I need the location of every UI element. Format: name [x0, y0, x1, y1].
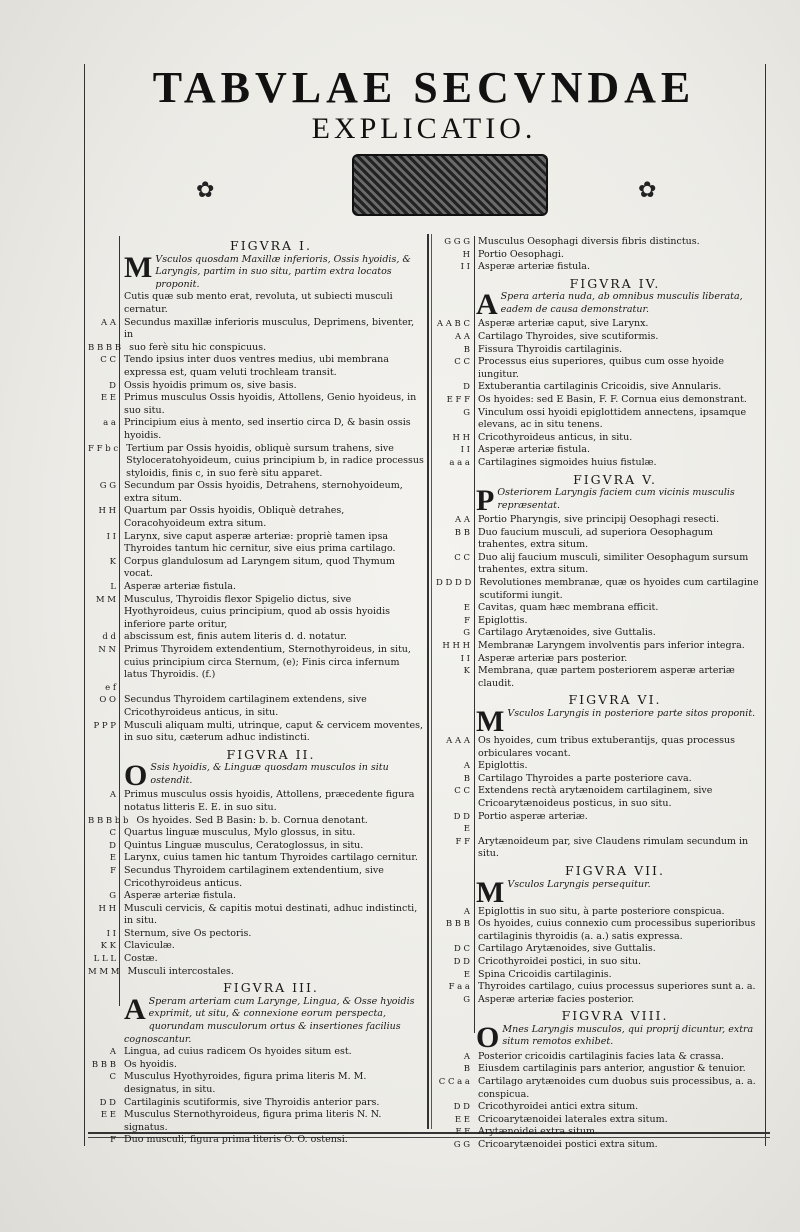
- page-title: TABVLAE SECVNDAE: [152, 63, 696, 112]
- legend-entry: [88, 940, 424, 953]
- entry-text: Asperæ arteriæ facies posterior.: [478, 993, 635, 1005]
- legend-entry: [88, 1097, 424, 1110]
- legend-entry: [436, 1063, 764, 1076]
- entry-label: D D: [99, 1097, 116, 1108]
- entry-label: C C a a: [438, 1077, 470, 1088]
- legend-entry: [436, 981, 764, 994]
- entry-text: Extendens rectà arytænoidem cartilaginem, sive Cricoarytænoideus posticus, in suo situ.: [478, 785, 713, 809]
- entry-text: Sternum, sive Os pectoris.: [124, 927, 252, 939]
- legend-entry: [88, 531, 424, 556]
- legend-entry: [436, 394, 764, 407]
- entry-text: Portio asperæ arteriæ.: [478, 810, 588, 822]
- legend-entry: [88, 594, 424, 632]
- entry-text: Cricoarytænoidei laterales extra situm.: [478, 1113, 668, 1125]
- entry-label: M M: [95, 594, 116, 605]
- entry-label: e f: [105, 682, 116, 693]
- entry-text: Extuberantia cartilaginis Cricoidis, sive Annularis.: [478, 381, 722, 393]
- entry-label: F: [464, 615, 470, 626]
- entry-label: K: [463, 666, 470, 677]
- legend-entry: [436, 969, 764, 982]
- entry-text: Musculus, Thyroidis flexor Spigelio dictus, sive Hyothyroideus, cuius principium, quod ab ossis hyoidis inferiore parte oritur,: [124, 593, 391, 630]
- legend-entry: [436, 665, 764, 690]
- entry-label: B B: [454, 527, 470, 538]
- figure-intro: [436, 288, 764, 322]
- entry-text: Cartilaginis scutiformis, sive Thyroidis anterior pars.: [124, 1096, 380, 1108]
- drop-cap: A: [476, 288, 498, 322]
- legend-entry: [88, 903, 424, 928]
- intro-text: Mnes Laryngis musculos, qui proprij dicuntur, extra situm remotos exhibet.: [502, 1023, 754, 1048]
- entry-label: A: [109, 1047, 116, 1058]
- entry-text: Portio Oesophagi.: [478, 248, 564, 260]
- entry-label: I I: [460, 653, 470, 664]
- entry-label: C C: [454, 786, 470, 797]
- entry-text: Processus eius superiores, quibus cum osse hyoide iungitur.: [478, 356, 724, 380]
- entry-text: Ossis hyoidis primum os, sive basis.: [124, 379, 297, 391]
- entry-text: Cartilago Arytænoides, sive Guttalis.: [478, 627, 656, 639]
- entry-text: Tertium par Ossis hyoidis, obliquè sursum trahens, sive Styloceratohyoideum, cuius principium b, in radice processus styloidis, finis c, in suo ferè situ apparet.: [126, 442, 424, 479]
- legend-entry: [436, 1126, 764, 1139]
- entry-text: Costæ.: [124, 953, 158, 965]
- entry-label: C C: [454, 552, 470, 563]
- entry-text: Asperæ arteriæ pars posterior.: [478, 652, 628, 664]
- entry-label: D D: [453, 811, 470, 822]
- entry-label: A A: [455, 331, 470, 342]
- figure-intro: [436, 484, 764, 518]
- entry-label: F F b c: [88, 443, 119, 454]
- entry-label: G G: [99, 481, 116, 492]
- figure-section: [436, 694, 764, 861]
- entry-text: Eiusdem cartilaginis pars anterior, angustior & tenuior.: [478, 1063, 746, 1075]
- entry-label: F a a: [448, 982, 470, 993]
- figure-section: [88, 982, 424, 1147]
- legend-entry: [436, 344, 764, 357]
- legend-entry: [436, 331, 764, 344]
- entry-label: F F: [455, 836, 470, 847]
- page-subtitle: EXPLICATIO.: [311, 112, 537, 145]
- entry-text: Duo musculi, figura prima literis O. O. ostensi.: [124, 1134, 348, 1146]
- entry-label: G: [463, 407, 470, 418]
- legend-entry: [88, 840, 424, 853]
- entry-text: Musculus Hyothyroides, figura prima literis M. M. designatus, in situ.: [124, 1071, 367, 1095]
- fleuron-right-icon: ✿: [638, 178, 657, 203]
- entry-text: Posterior cricoidis cartilaginis facies lata & crassa.: [478, 1050, 724, 1062]
- legend-entry: [436, 956, 764, 969]
- legend-entry: [88, 505, 424, 530]
- legend-entry: [436, 823, 764, 836]
- legend-entry: [436, 653, 764, 666]
- entry-text: Musculi aliquam multi, utrinque, caput & cervicem moventes, in suo situ, cæterum adhuc indistincti.: [124, 719, 423, 744]
- legend-entry: [436, 356, 764, 381]
- entry-label: H H: [98, 506, 116, 517]
- legend-entry: [436, 943, 764, 956]
- figure-intro: [88, 759, 424, 793]
- legend-entry: [436, 381, 764, 394]
- entry-label: O O: [99, 695, 116, 706]
- entry-label: G G G: [444, 237, 470, 247]
- entry-text: Principium eius à mento, sed insertio circa D, & basin ossis hyoidis.: [124, 417, 411, 441]
- entry-label: H H: [98, 903, 116, 914]
- entry-text: Asperæ arteriæ fistula.: [478, 261, 590, 273]
- entry-label: G G: [453, 1140, 470, 1151]
- legend-entry: [88, 789, 424, 814]
- legend-entry: [436, 527, 764, 552]
- legend-entry: [436, 615, 764, 628]
- figure-section: [436, 471, 764, 691]
- figure-intro: [88, 992, 424, 1046]
- entry-text: Os hyoidis.: [124, 1058, 177, 1070]
- entry-label: G: [463, 628, 470, 639]
- figure-section: [436, 862, 764, 1006]
- entry-label: A A A: [446, 736, 470, 746]
- legend-entry: [436, 236, 764, 249]
- legend-entry: [88, 417, 424, 442]
- entry-label: A A: [101, 317, 116, 328]
- entry-text: Primus musculus Ossis hyoidis, Attollens, Genio hyoideus, in suo situ.: [124, 392, 417, 416]
- entry-label: E F F: [446, 394, 470, 405]
- figure-section: [436, 236, 764, 274]
- entry-text: Secundus Thyroidem cartilaginem extendens, sive Cricothyroideus anticus, in situ.: [124, 694, 367, 718]
- legend-entry: [436, 552, 764, 577]
- entry-text: Tendo ipsius inter duos ventres medius, ubi membrana expressa est, quam veluti trochleam transit.: [124, 354, 389, 378]
- entry-text: Primus Thyroidem extendentium, Sternothyroideus, in situ, cuius principium circa Sternum, (e); Finis circa infernum latus Thyroidis. (f.): [124, 644, 411, 681]
- legend-entry: [88, 480, 424, 505]
- woodcut-ornament: [352, 154, 548, 216]
- intro-text: Speram arteriam cum Larynge, Lingua, & Osse hyoidis exprimit, ut situ, & connexione eorum perspecta, quorundam musculorum ortus & insertiones facilius cognoscantur.: [124, 995, 415, 1045]
- entry-text: Os hyoides: sed E Basin, F. F. Cornua eius demonstrant.: [478, 393, 747, 405]
- entry-label: D: [109, 380, 116, 391]
- entry-text: Asperæ arteriæ fistula.: [478, 444, 590, 456]
- figure-section: [436, 275, 764, 470]
- entry-label: C C: [454, 357, 470, 368]
- legend-entry: [436, 249, 764, 262]
- entry-label: D D: [453, 956, 470, 967]
- legend-entry: [436, 1139, 764, 1152]
- entry-text: Os hyoides. Sed B Basin: b. b. Cornua denotant.: [136, 814, 368, 826]
- entry-label: B: [463, 344, 470, 355]
- entry-label: G: [463, 994, 470, 1005]
- entry-text: Cartilagines sigmoides huius fistulæ.: [478, 456, 657, 468]
- legend-entry: [88, 354, 424, 379]
- entry-label: B B B B: [88, 342, 122, 353]
- legend-entry: [88, 556, 424, 581]
- entry-text: Revolutiones membranæ, quæ os hyoides cum cartilagine scutiformi iungit.: [479, 577, 759, 601]
- legend-entry: [88, 317, 424, 342]
- legend-entry: [436, 760, 764, 773]
- entry-text: Os hyoides, cuius connexio cum processibus superioribus cartilaginis thyroidis (a. a.) satis expressa.: [478, 918, 756, 942]
- entry-text: Membrana, quæ partem posteriorem asperæ arteriæ claudit.: [478, 665, 735, 689]
- entry-label: B B B: [445, 919, 470, 930]
- entry-label: H H: [452, 432, 470, 443]
- entry-label: M M M: [88, 966, 120, 977]
- entry-text: Claviculæ.: [124, 940, 175, 952]
- legend-entry: [436, 1114, 764, 1127]
- legend-entry: [88, 827, 424, 840]
- entry-label: I I: [106, 531, 116, 542]
- entry-text: Larynx, sive caput asperæ arteriæ: propriè tamen ipsa Thyroides tantum hic cernitur, sive eius prima cartilago.: [124, 530, 396, 555]
- entry-label: L: [110, 582, 116, 593]
- entry-label: D: [109, 840, 116, 851]
- entry-label: E E: [100, 1110, 116, 1121]
- legend-entry: [88, 291, 424, 316]
- entry-label: A: [463, 906, 470, 917]
- entry-label: A A B C: [436, 319, 470, 330]
- entry-text: Arytænoideum par, sive Claudens rimulam secundum in situ.: [478, 835, 749, 860]
- entry-label: F F: [455, 1127, 470, 1138]
- figure-section: [88, 240, 424, 745]
- intro-text: Vsculos quosdam Maxillæ inferioris, Ossis hyoidis, & Laryngis, partim in suo situ, partim extra locatos proponit.: [155, 253, 411, 290]
- legend-entry: [88, 581, 424, 594]
- figure-heading: FIGVRA VI.: [568, 692, 662, 708]
- entry-text: Vinculum ossi hyoidi epiglottidem annectens, ipsamque elevans, ac in situ tenens.: [478, 406, 747, 431]
- legend-entry: [88, 1109, 424, 1134]
- figure-heading: FIGVRA VIII.: [561, 1008, 669, 1024]
- legend-entry: [436, 457, 764, 470]
- entry-label: P P P: [93, 720, 116, 731]
- entry-text: Quartus linguæ musculus, Mylo glossus, in situ.: [124, 827, 356, 839]
- legend-entry: [88, 1071, 424, 1096]
- figure-heading: FIGVRA IV.: [569, 275, 661, 291]
- entry-label: B B B: [91, 1059, 116, 1070]
- entry-text: Cartilago Thyroides, sive scutiformis.: [478, 330, 659, 342]
- intro-text: Vsculos Laryngis in posteriore parte sitos proponit.: [507, 708, 756, 719]
- entry-text: Musculi intercostales.: [127, 965, 234, 977]
- entry-label: D D: [453, 1102, 470, 1113]
- legend-entry: [88, 694, 424, 719]
- entry-label: E: [109, 853, 116, 864]
- legend-entry: [88, 890, 424, 903]
- figure-heading: FIGVRA V.: [573, 471, 657, 487]
- entry-text: [120, 682, 424, 695]
- entry-text: Secundus maxillæ inferioris musculus, Deprimens, biventer, in: [124, 316, 415, 341]
- figure-intro: [436, 875, 764, 909]
- figure-intro: [436, 705, 764, 738]
- entry-label: E: [463, 603, 470, 614]
- entry-label: A: [463, 761, 470, 772]
- legend-entry: [436, 785, 764, 810]
- entry-label: D: [463, 382, 470, 393]
- legend-entry: [88, 865, 424, 890]
- column-divider: [427, 234, 429, 1129]
- entry-label: [88, 291, 120, 316]
- entry-label: N N: [98, 645, 116, 655]
- legend-entry: [436, 602, 764, 615]
- entry-label: D C: [453, 944, 470, 955]
- entry-text: Cricothyroidei postici, in suo situ.: [478, 955, 641, 967]
- figure-section: [436, 1010, 764, 1151]
- entry-label: C: [109, 828, 116, 839]
- entry-text: Duo faucium musculi, ad superiora Oesophagum trahentes, extra situm.: [478, 526, 713, 551]
- entry-label: E: [463, 824, 470, 835]
- entry-label: K: [109, 556, 116, 567]
- figure-heading: FIGVRA I.: [230, 238, 312, 253]
- entry-label: E E: [454, 1114, 470, 1125]
- legend-entry: [88, 953, 424, 966]
- legend-entry: [436, 407, 764, 432]
- intro-text: Ssis hyoidis, & Linguæ quosdam musculos in situ ostendit.: [150, 762, 389, 786]
- entry-label: I I: [460, 262, 470, 273]
- figure-heading: FIGVRA III.: [223, 980, 319, 996]
- entry-label: A: [463, 1051, 470, 1062]
- entry-text: Portio Pharyngis, sive principij Oesophagi resecti.: [478, 514, 720, 526]
- entry-label: d d: [102, 632, 116, 643]
- drop-cap: O: [476, 1020, 500, 1054]
- entry-text: suo ferè situ hic conspicuus.: [129, 341, 267, 353]
- figure-section: [88, 746, 424, 979]
- entry-text: Cricothyroidei antici extra situm.: [478, 1101, 639, 1113]
- entry-label: I I: [460, 445, 470, 456]
- entry-label: E: [463, 969, 470, 980]
- fleuron-left-icon: ✿: [196, 178, 215, 203]
- legend-entry: [88, 443, 424, 481]
- legend-entry: [436, 735, 764, 760]
- entry-label: L L L: [93, 954, 116, 965]
- entry-text: Spina Cricoidis cartilaginis.: [478, 968, 612, 980]
- entry-text: Lingua, ad cuius radicem Os hyoides situm est.: [124, 1046, 352, 1058]
- legend-entry: [88, 644, 424, 682]
- legend-entry: [436, 261, 764, 274]
- entry-text: Cartilago Thyroides a parte posteriore cava.: [478, 772, 692, 784]
- entry-label: I I: [106, 928, 116, 939]
- legend-entry: [436, 836, 764, 861]
- legend-entry: [88, 1134, 424, 1147]
- drop-cap: O: [124, 759, 148, 793]
- legend-entry: [436, 640, 764, 653]
- left-column: [88, 236, 424, 1147]
- entry-label: B: [463, 773, 470, 784]
- drop-cap: M: [476, 705, 505, 738]
- entry-text: Epiglottis.: [478, 760, 528, 772]
- right-column: [436, 236, 764, 1152]
- legend-entry: [436, 432, 764, 445]
- entry-label: F: [110, 865, 116, 876]
- entry-text: abscissum est, finis autem literis d. d. notatur.: [124, 631, 347, 643]
- entry-label: A: [109, 790, 116, 801]
- entry-text: Cricoarytænoidei postici extra situm.: [478, 1139, 658, 1151]
- legend-entry: [88, 392, 424, 417]
- legend-entry: [88, 852, 424, 865]
- entry-text: Musculus Sternothyroideus, figura prima literis N. N. signatus.: [124, 1109, 382, 1133]
- entry-text: Secundum par Ossis hyoidis, Detrahens, sternohyoideum, extra situm.: [124, 480, 403, 504]
- entry-text: Thyroides cartilago, cuius processus superiores sunt a. a.: [478, 981, 756, 993]
- legend-entry: [88, 380, 424, 393]
- entry-label: H H H: [442, 641, 470, 652]
- figure-heading: FIGVRA II.: [226, 746, 316, 762]
- legend-entry: [88, 682, 424, 695]
- figure-intro: [436, 1020, 764, 1054]
- entry-text: Musculi cervicis, & capitis motui destinati, adhuc indistincti, in situ.: [124, 902, 418, 927]
- entry-text: Quintus Linguæ musculus, Ceratoglossus, in situ.: [124, 839, 364, 851]
- legend-entry: [436, 1101, 764, 1114]
- entry-text: Cavitas, quam hæc membrana efficit.: [478, 602, 659, 614]
- legend-entry: [88, 928, 424, 941]
- entry-text: Musculus Oesophagi diversis fibris distinctus.: [478, 236, 700, 247]
- entry-label: C: [109, 1072, 116, 1083]
- legend-entry: [88, 815, 424, 828]
- entry-text: Cricothyroideus anticus, in situ.: [478, 431, 633, 443]
- drop-cap: M: [476, 875, 505, 909]
- figure-intro: [88, 250, 424, 292]
- entry-label: F: [110, 1135, 116, 1146]
- entry-text: Asperæ arteriæ caput, sive Larynx.: [478, 318, 649, 330]
- entry-text: Membranæ Laryngem involventis pars inferior integra.: [478, 640, 745, 652]
- entry-label: B: [463, 1064, 470, 1075]
- legend-entry: [436, 444, 764, 457]
- entry-text: Duo alij faucium musculi, similiter Oesophagum sursum trahentes, extra situm.: [478, 551, 749, 576]
- entry-text: Corpus glandulosum ad Laryngem situm, quod Thymum vocat.: [124, 555, 395, 580]
- legend-entry: [436, 918, 764, 943]
- entry-label: E E: [100, 393, 116, 404]
- drop-cap: P: [476, 484, 495, 518]
- legend-entry: [88, 342, 424, 355]
- entry-text: Arytænoidei extra situm.: [478, 1126, 599, 1138]
- legend-entry: [436, 994, 764, 1007]
- legend-entry: [88, 1046, 424, 1059]
- entry-text: Cartilago arytænoides cum duobus suis processibus, a. a. conspicua.: [478, 1076, 756, 1100]
- entry-label: C C: [100, 355, 116, 366]
- drop-cap: M: [124, 250, 153, 284]
- entry-label: a a: [103, 418, 116, 429]
- entry-text: Os hyoides, cum tribus extuberantijs, quas processus orbiculares vocant.: [478, 735, 735, 759]
- legend-entry: [436, 811, 764, 824]
- legend-entry: [88, 720, 424, 745]
- intro-text: Spera arteria nuda, ab omnibus musculis liberata, eadem de causa demonstratur.: [500, 291, 743, 315]
- entry-text: Quartum par Ossis hyoidis, Obliquè detrahes, Coracohyoideum extra situm.: [124, 505, 345, 530]
- entry-text: [474, 823, 764, 836]
- entry-label: G: [109, 891, 116, 902]
- drop-cap: A: [124, 992, 146, 1026]
- entry-label: a a a: [449, 457, 470, 468]
- legend-entry: [436, 577, 764, 602]
- entry-text: Epiglottis.: [478, 614, 528, 626]
- entry-label: D D D D: [436, 578, 472, 589]
- intro-text: Vsculos Laryngis persequitur.: [507, 878, 651, 890]
- legend-entry: [88, 631, 424, 644]
- entry-label: K K: [100, 941, 116, 952]
- entry-label: H: [462, 249, 470, 260]
- entry-text: Fissura Thyroidis cartilaginis.: [478, 343, 623, 355]
- intro-text: Osteriorem Laryngis faciem cum vicinis musculis repræsentat.: [497, 487, 735, 511]
- entry-text: Primus musculus ossis hyoidis, Attollens, præcedente figura notatus litteris E. E. in suo situ.: [124, 789, 415, 813]
- entry-text: Asperæ arteriæ fistula.: [124, 581, 236, 593]
- legend-entry: [436, 1076, 764, 1101]
- entry-text: Secundus Thyroidem cartilaginem extendentium, sive Cricothyroideus anticus.: [124, 864, 384, 889]
- entry-label: B B B b b: [88, 815, 129, 826]
- entry-text: Cartilago Arytænoides, sive Guttalis.: [478, 943, 656, 955]
- entry-text: Cutis quæ sub mento erat, revoluta, ut subiecti musculi cernatur.: [124, 291, 393, 315]
- entry-text: Epiglottis in suo situ, à parte posteriore conspicua.: [478, 905, 725, 917]
- figure-heading: FIGVRA VII.: [565, 862, 665, 878]
- legend-entry: [436, 773, 764, 786]
- legend-entry: [436, 627, 764, 640]
- entry-text: Larynx, cuius tamen hic tantum Thyroides cartilago cernitur.: [124, 852, 418, 864]
- entry-label: A A: [455, 515, 470, 526]
- legend-entry: [88, 966, 424, 979]
- legend-entry: [88, 1059, 424, 1072]
- column-divider-thin: [431, 234, 432, 1129]
- entry-text: Asperæ arteriæ fistula.: [124, 890, 236, 902]
